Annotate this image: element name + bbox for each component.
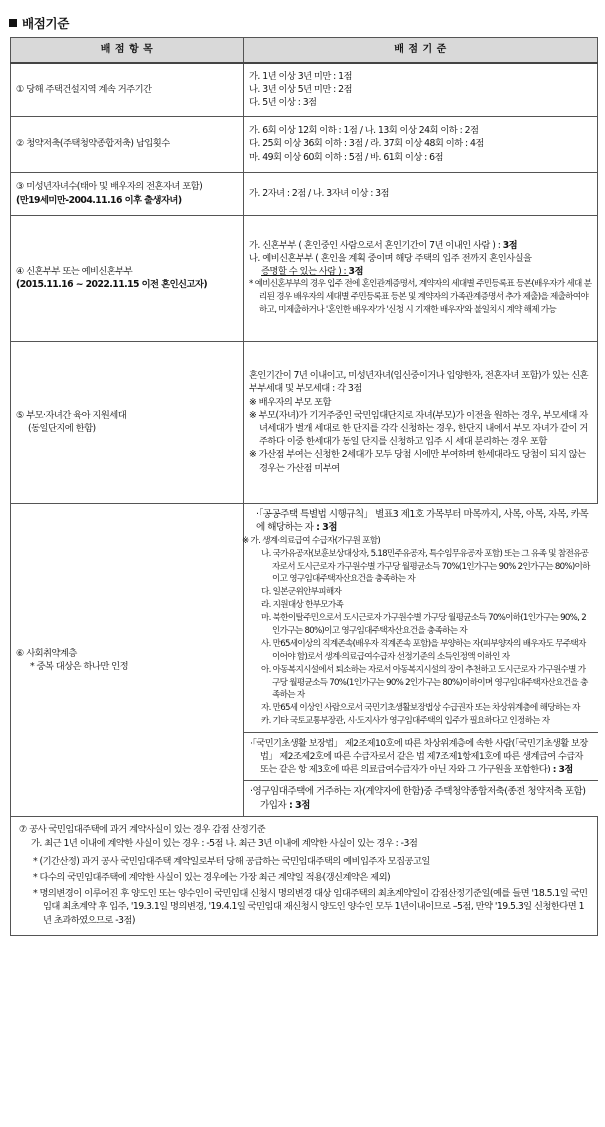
row3-item-bold: (만19세미만-2004.11.16 이후 출생자녀) (16, 194, 182, 206)
row4-item (11, 215, 244, 341)
row4-criteria (244, 215, 598, 341)
table-row (11, 817, 598, 935)
row5-main: 혼인기간이 7년 이내이고, 미성년자녀(임신중이거나 입양한자, 전혼자녀 포함)가 있는 신혼부부세대 및 부모세대 : 각 3점 (249, 370, 589, 395)
row6-group-b (244, 732, 598, 780)
row4-line2-points: 3점 (348, 266, 363, 278)
row2-criteria (244, 116, 598, 172)
list-item: 아. 아동복지시설에서 퇴소하는 자로서 아동복지시설의 장이 추천하고 도시근로자 가구원수별 가구당 월평균소득 70%(1인가구는 90% 2인가구는 80%)이하이며 영구임대주택자산요건을 충족하는 자 (261, 664, 588, 701)
row6-a-head-text: ·「공공주택 특별법 시행규칙」 별표3 제1호 가목부터 마목까지, 사목, 아목, 자목, 카목에 해당하는 자 (256, 508, 589, 534)
row6-item-text: ⑥ 사회취약계층 (16, 647, 77, 659)
row3-criteria: 가. 2자녀 : 2점 / 나. 3자녀 이상 : 3점 (244, 172, 598, 215)
list-item: 자. 만65세 이상인 사람으로서 국민기초생활보장법상 수급권자 또는 차상위계층에 해당하는 자 (261, 703, 580, 714)
row4-item-bold: (2015.11.16 ~ 2022.11.15 이전 혼인신고자) (16, 279, 208, 290)
row4-line1 (249, 239, 592, 252)
row6-item (11, 503, 244, 817)
row4-line2-cont-text: 증명할 수 있는 사람 ) : (261, 266, 349, 278)
section-title (9, 14, 69, 32)
row4-note: * 예비신혼부부의 경우 입주 전에 혼인관계증명서, 계약자의 세대별 주민등록표 등본(배우자가 세대 분리된 경우 배우자의 세대별 주민등록표 등본 및 계약자의 가족관계증명서 추가 제출)을 제출하여야 하고, 미제출하거나 '혼인한 배우자'가 '신청 시 기재한 배우자'와 불일치시 계약 해제 가능 (249, 279, 592, 316)
table-row (11, 503, 598, 817)
header-criteria: 배 점 기 준 (244, 38, 598, 64)
row6-a-head (250, 508, 592, 535)
row6-b-points: : 3점 (550, 764, 573, 776)
table-row (11, 341, 598, 503)
row7-note: * (기간산정) 과거 공사 국민임대주택 계약일로부터 당해 공급하는 국민임대주택의 예비입주자 모집공고일 (33, 855, 430, 867)
row5-item-text: ⑤ 부모·자녀간 육아 지원세대 (16, 409, 127, 421)
row5-item-sub: (동일단지에 한함) (28, 423, 96, 434)
row5-note: ※ 배우자의 부모 포함 (249, 396, 331, 408)
list-item: 나. 국가유공자(보훈보상대상자, 5.18민주유공자, 특수임무유공자 포함) 또는 그 유족 및 참전유공자로서 도시근로자 가구원수별 가구당 월평균소득 70%(1인가구는 90% 2인가구는 80%)이하이고 영구임대주택자산요건을 충족하는 자 (261, 548, 590, 585)
row7-head: ⑦ 공사 국민임대주택에 과거 계약사실이 있는 경우 감점 산정기준 (19, 824, 266, 836)
header-item: 배 점 항 목 (11, 38, 244, 64)
row4-line2-cont (249, 265, 592, 278)
table-row (11, 172, 598, 215)
row2-line: 가. 6회 이상 12회 이하 : 1점 / 나. 13회 이상 24회 이하 : 2점 (249, 125, 479, 137)
row4-line1-text: 가. 신혼부부 ( 혼인중인 사람으로서 혼인기간이 7년 이내인 사람 ) : (249, 239, 503, 251)
row7-note: * 명의변경이 이루어진 후 양도인 또는 양수인이 국민임대 신청시 명의변경 대상 임대주택의 최초계약일이 감점산정기준일(예를 들면 '18.5.1일 국민임대 최초계약 후 입주, '19.3.1일 명의변경, '19.4.1일 국민임대 재신청시 양도인 양수인 모두 1년이내이므로 –5점, 만약 '19.5.3일 신청한다면 1년 초과하였으므로 -3점) (33, 888, 588, 926)
row4-line2-text: 나. 예비신혼부부 ( 혼인을 계획 중이며 해당 주택의 입주 전까지 혼인사실을 (249, 253, 532, 265)
row5-criteria (244, 341, 598, 503)
row6-c-points: : 3점 (286, 799, 310, 811)
row1-item: ① 당해 주택건설지역 계속 거주기간 (11, 63, 244, 116)
row6-group-a (244, 504, 598, 733)
row2-line: 다. 25회 이상 36회 이하 : 3점 / 라. 37회 이상 48회 이하 : 4점 (249, 138, 484, 150)
table-row (11, 215, 598, 341)
row1-line: 가. 1년 이상 3년 미만 : 1점 (249, 70, 352, 82)
row3-item-text: ③ 미성년자녀수(태아 및 배우자의 전혼자녀 포함) (16, 181, 203, 193)
section-title-text: 배점기준 (22, 16, 70, 31)
table-header-row (11, 38, 598, 64)
list-item: 카. 기타 국토교통부장관, 시·도지사가 영구임대주택의 입주가 필요하다고 인정하는 자 (261, 716, 550, 727)
row7-note: * 다수의 국민임대주택에 계약한 사실이 있는 경우에는 가장 최근 계약일 적용(갱신계약은 제외) (33, 872, 391, 884)
row6-c-body: ·영구임대주택에 거주하는 자(계약자에 한함)중 주택청약종합저축(종전 청약저축 포함)가입자 (250, 786, 586, 811)
row1-line: 다. 5년 이상 : 3점 (249, 97, 317, 109)
row6-b-body: ·「국민기초생활 보장법」 제2조제10호에 따른 차상위계층에 속한 사람(「국민기초생활 보장법」 제2조제2호에 따른 수급자로서 같은 법 제7조제1항제1호에 따른 생계급여 수급자 또는 같은 항 제3호에 따른 의료급여수급자가 아닌 자와 그 가구원을 포함한다) (250, 738, 588, 776)
table-row (11, 63, 598, 116)
row5-item (11, 341, 244, 503)
row7-cell (11, 817, 598, 935)
list-item: ※ 가. 생계·의료급여 수급자(가구원 포함) (242, 535, 381, 546)
row4-line1-points: 3점 (502, 239, 518, 251)
row6-b-text (250, 737, 592, 776)
table-row (11, 116, 598, 172)
list-item: 라. 지원대상 한부모가족 (261, 600, 344, 611)
list-item: 사. 만65세이상의 직계존속(배우자 직계존속 포함)을 부양하는 자(피부양자의 배우자도 무주택자이어야 함)로서 생계·의료급여수급자 선정기준의 소득인정액 이하인 자 (261, 638, 586, 662)
row6-group-c (244, 780, 598, 816)
list-item: 마. 북한이탈주민으로서 도시근로자 가구원수별 가구당 월평균소득 70%이하(1인가구는 90%, 2인가구는 80%)이고 영구임대주택자산요건을 충족하는 자 (261, 613, 586, 636)
row6-c-text (250, 785, 592, 812)
row6-a-list (242, 535, 592, 728)
row6-item-sub: * 중복 대상은 하나만 인정 (30, 660, 129, 672)
row6-a-points: : 3점 (313, 522, 338, 534)
list-item: 다. 일본군위안부피해자 (261, 587, 342, 598)
scoring-table (10, 37, 598, 936)
row1-criteria (244, 63, 598, 116)
square-bullet-icon (9, 19, 17, 27)
row7-line: 가. 최근 1년 이내에 계약한 사실이 있는 경우 : -5점 나. 최근 3년 이내에 계약한 사실이 있는 경우 : -3점 (31, 837, 418, 849)
row3-item (11, 172, 244, 215)
row2-item: ② 청약저축(주택청약종합저축) 납입횟수 (11, 116, 244, 172)
row5-note: ※ 가산점 부여는 신청한 2세대가 모두 당첨 시에만 부여하며 한세대라도 당첨이 되지 않는 경우는 가산점 미부여 (249, 449, 586, 474)
row2-line: 마. 49회 이상 60회 이하 : 5점 / 바. 61회 이상 : 6점 (249, 151, 443, 163)
row1-line: 나. 3년 이상 5년 미만 : 2점 (249, 84, 352, 96)
row4-item-text: ④ 신혼부부 또는 예비신혼부부 (16, 265, 133, 277)
row5-note: ※ 부모(자녀)가 기거주중인 국민임대단지로 자녀(부모)가 이전을 원하는 경우, 부모세대 자녀세대가 별개 세대로 한 단지를 각각 신청하는 경우, 한단지 내에서 부모 자녀가 같이 거주하다 이중 한세대가 동일 단지를 신청하고 입주 시 세대 분리하는 경우 포함 (249, 409, 588, 448)
row4-line2 (249, 252, 592, 265)
row6-criteria (244, 503, 598, 817)
